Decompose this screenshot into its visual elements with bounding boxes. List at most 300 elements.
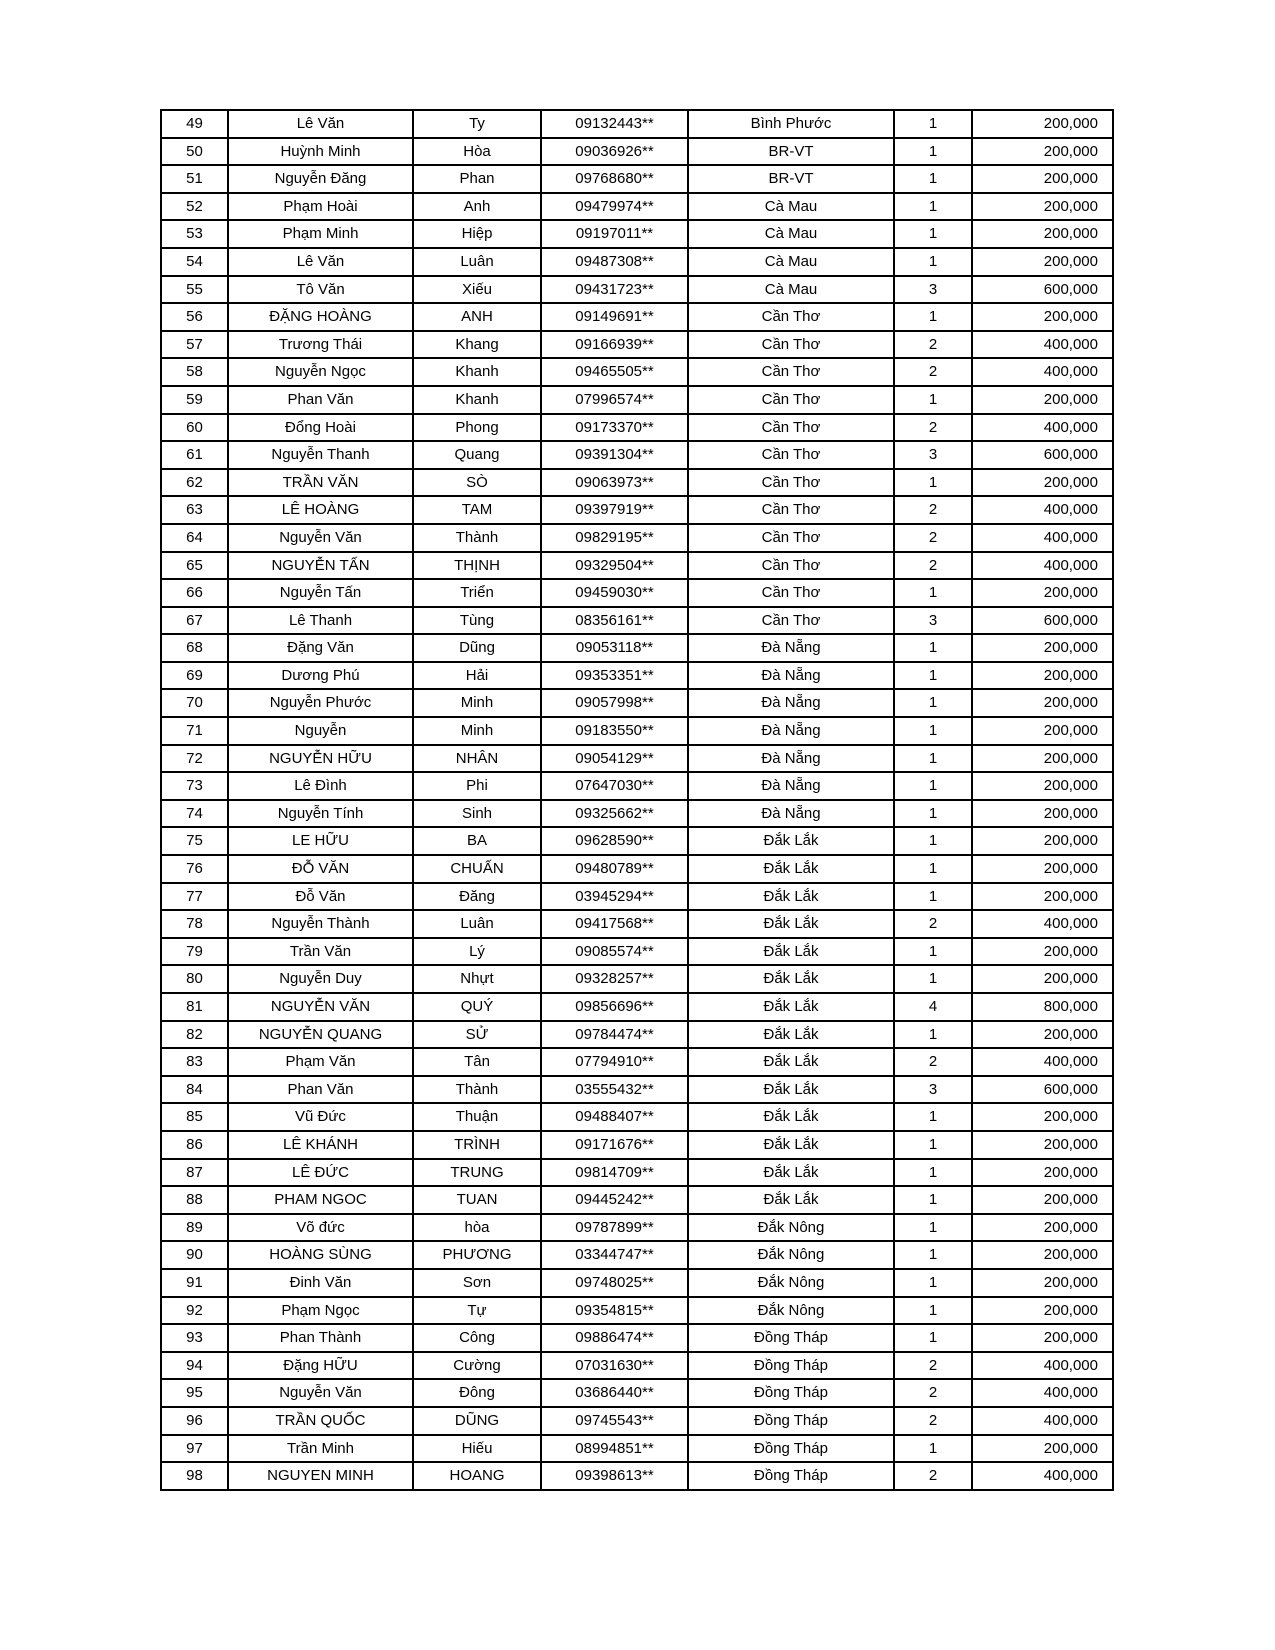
cell-quantity: 1 <box>894 193 972 221</box>
cell-surname: NGUYỄN TẤN <box>228 552 413 580</box>
cell-surname: Vũ Đức <box>228 1103 413 1131</box>
table-row <box>161 469 1113 497</box>
cell-phone_masked: 09063973** <box>541 469 688 497</box>
cell-phone_masked: 09784474** <box>541 1021 688 1049</box>
table-row <box>161 1269 1113 1297</box>
cell-quantity: 1 <box>894 1021 972 1049</box>
cell-given_name: Phi <box>413 772 541 800</box>
cell-surname: TRẦN QUỐC <box>228 1407 413 1435</box>
cell-province: Đà Nẵng <box>688 689 894 717</box>
table-row <box>161 414 1113 442</box>
cell-phone_masked: 08356161** <box>541 607 688 635</box>
table-row <box>161 717 1113 745</box>
cell-surname: TRẦN VĂN <box>228 469 413 497</box>
cell-phone_masked: 09787899** <box>541 1214 688 1242</box>
cell-amount: 200,000 <box>972 1241 1113 1269</box>
table-row <box>161 165 1113 193</box>
cell-phone_masked: 09036926** <box>541 138 688 166</box>
cell-amount: 200,000 <box>972 165 1113 193</box>
cell-no: 56 <box>161 303 228 331</box>
cell-quantity: 2 <box>894 1462 972 1490</box>
cell-surname: LÊ ĐỨC <box>228 1159 413 1187</box>
cell-phone_masked: 09398613** <box>541 1462 688 1490</box>
cell-no: 75 <box>161 827 228 855</box>
cell-amount: 200,000 <box>972 1159 1113 1187</box>
cell-amount: 600,000 <box>972 276 1113 304</box>
cell-surname: PHAM NGOC <box>228 1186 413 1214</box>
cell-province: Đà Nẵng <box>688 772 894 800</box>
cell-province: Đắk Lắk <box>688 1076 894 1104</box>
cell-no: 52 <box>161 193 228 221</box>
cell-phone_masked: 09459030** <box>541 579 688 607</box>
cell-no: 86 <box>161 1131 228 1159</box>
cell-quantity: 2 <box>894 524 972 552</box>
cell-phone_masked: 09768680** <box>541 165 688 193</box>
cell-phone_masked: 09886474** <box>541 1324 688 1352</box>
cell-phone_masked: 09628590** <box>541 827 688 855</box>
cell-given_name: DŨNG <box>413 1407 541 1435</box>
cell-amount: 200,000 <box>972 138 1113 166</box>
cell-given_name: HOANG <box>413 1462 541 1490</box>
cell-phone_masked: 09054129** <box>541 745 688 773</box>
cell-province: Bình Phước <box>688 110 894 138</box>
cell-phone_masked: 09487308** <box>541 248 688 276</box>
cell-no: 97 <box>161 1435 228 1463</box>
cell-quantity: 1 <box>894 855 972 883</box>
cell-no: 61 <box>161 441 228 469</box>
cell-amount: 600,000 <box>972 1076 1113 1104</box>
cell-quantity: 3 <box>894 276 972 304</box>
table-row <box>161 800 1113 828</box>
cell-phone_masked: 09417568** <box>541 910 688 938</box>
cell-given_name: Thuận <box>413 1103 541 1131</box>
cell-surname: Nguyễn Thanh <box>228 441 413 469</box>
cell-quantity: 2 <box>894 552 972 580</box>
cell-quantity: 1 <box>894 717 972 745</box>
cell-given_name: Minh <box>413 689 541 717</box>
cell-surname: Lê Đình <box>228 772 413 800</box>
cell-amount: 800,000 <box>972 993 1113 1021</box>
cell-surname: Đổng Hoài <box>228 414 413 442</box>
cell-no: 54 <box>161 248 228 276</box>
table-row <box>161 689 1113 717</box>
cell-quantity: 1 <box>894 1324 972 1352</box>
cell-no: 93 <box>161 1324 228 1352</box>
cell-province: Đắk Lắk <box>688 827 894 855</box>
cell-surname: Võ đức <box>228 1214 413 1242</box>
cell-given_name: CHUẤN <box>413 855 541 883</box>
cell-surname: Phạm Ngọc <box>228 1297 413 1325</box>
cell-no: 80 <box>161 965 228 993</box>
cell-quantity: 1 <box>894 827 972 855</box>
cell-quantity: 1 <box>894 469 972 497</box>
cell-phone_masked: 08994851** <box>541 1435 688 1463</box>
cell-province: BR-VT <box>688 165 894 193</box>
cell-no: 63 <box>161 496 228 524</box>
cell-no: 49 <box>161 110 228 138</box>
cell-no: 74 <box>161 800 228 828</box>
cell-amount: 200,000 <box>972 772 1113 800</box>
cell-given_name: Thành <box>413 524 541 552</box>
cell-no: 70 <box>161 689 228 717</box>
cell-quantity: 4 <box>894 993 972 1021</box>
cell-no: 95 <box>161 1379 228 1407</box>
cell-province: Cần Thơ <box>688 386 894 414</box>
table-row <box>161 441 1113 469</box>
cell-amount: 400,000 <box>972 414 1113 442</box>
cell-no: 50 <box>161 138 228 166</box>
cell-surname: Trần Văn <box>228 938 413 966</box>
cell-phone_masked: 07996574** <box>541 386 688 414</box>
cell-no: 71 <box>161 717 228 745</box>
cell-no: 67 <box>161 607 228 635</box>
cell-amount: 400,000 <box>972 910 1113 938</box>
cell-amount: 400,000 <box>972 496 1113 524</box>
table-row <box>161 138 1113 166</box>
cell-phone_masked: 07794910** <box>541 1048 688 1076</box>
cell-phone_masked: 09748025** <box>541 1269 688 1297</box>
cell-given_name: hòa <box>413 1214 541 1242</box>
cell-province: Đắk Lắk <box>688 965 894 993</box>
cell-amount: 200,000 <box>972 800 1113 828</box>
cell-given_name: SỬ <box>413 1021 541 1049</box>
cell-phone_masked: 09085574** <box>541 938 688 966</box>
cell-province: Đồng Tháp <box>688 1435 894 1463</box>
cell-province: Đắk Nông <box>688 1241 894 1269</box>
cell-province: Đắk Nông <box>688 1269 894 1297</box>
table-row <box>161 386 1113 414</box>
cell-quantity: 2 <box>894 496 972 524</box>
cell-given_name: Tự <box>413 1297 541 1325</box>
cell-no: 57 <box>161 331 228 359</box>
cell-province: Cần Thơ <box>688 579 894 607</box>
cell-province: Đắk Lắk <box>688 1048 894 1076</box>
cell-quantity: 1 <box>894 1241 972 1269</box>
cell-quantity: 1 <box>894 1297 972 1325</box>
cell-no: 72 <box>161 745 228 773</box>
cell-amount: 200,000 <box>972 1103 1113 1131</box>
cell-given_name: Triển <box>413 579 541 607</box>
cell-given_name: Đăng <box>413 883 541 911</box>
cell-no: 69 <box>161 662 228 690</box>
cell-no: 89 <box>161 1214 228 1242</box>
cell-surname: NGUYEN MINH <box>228 1462 413 1490</box>
cell-given_name: TUAN <box>413 1186 541 1214</box>
cell-given_name: TAM <box>413 496 541 524</box>
cell-amount: 200,000 <box>972 1186 1113 1214</box>
cell-quantity: 1 <box>894 938 972 966</box>
cell-province: Đắk Nông <box>688 1214 894 1242</box>
cell-no: 78 <box>161 910 228 938</box>
cell-province: Đà Nẵng <box>688 634 894 662</box>
cell-province: Cần Thơ <box>688 441 894 469</box>
cell-quantity: 1 <box>894 662 972 690</box>
cell-quantity: 2 <box>894 331 972 359</box>
cell-surname: HOÀNG SÙNG <box>228 1241 413 1269</box>
cell-amount: 400,000 <box>972 331 1113 359</box>
cell-no: 76 <box>161 855 228 883</box>
cell-surname: Trương Thái <box>228 331 413 359</box>
cell-province: Đắk Lắk <box>688 855 894 883</box>
cell-amount: 200,000 <box>972 827 1113 855</box>
cell-surname: Nguyễn Duy <box>228 965 413 993</box>
cell-phone_masked: 09745543** <box>541 1407 688 1435</box>
cell-amount: 200,000 <box>972 1435 1113 1463</box>
cell-province: Đắk Lắk <box>688 993 894 1021</box>
table-row <box>161 662 1113 690</box>
cell-no: 88 <box>161 1186 228 1214</box>
cell-province: Đồng Tháp <box>688 1324 894 1352</box>
cell-phone_masked: 09132443** <box>541 110 688 138</box>
cell-given_name: Luân <box>413 248 541 276</box>
cell-surname: Phạm Văn <box>228 1048 413 1076</box>
cell-no: 55 <box>161 276 228 304</box>
cell-quantity: 1 <box>894 634 972 662</box>
cell-province: Cà Mau <box>688 248 894 276</box>
cell-amount: 200,000 <box>972 469 1113 497</box>
cell-phone_masked: 09480789** <box>541 855 688 883</box>
cell-no: 66 <box>161 579 228 607</box>
cell-given_name: SÒ <box>413 469 541 497</box>
cell-quantity: 2 <box>894 1048 972 1076</box>
table-row <box>161 910 1113 938</box>
cell-surname: Nguyễn Tấn <box>228 579 413 607</box>
cell-quantity: 3 <box>894 441 972 469</box>
cell-province: Cần Thơ <box>688 496 894 524</box>
table-row <box>161 110 1113 138</box>
cell-amount: 200,000 <box>972 689 1113 717</box>
cell-phone_masked: 03344747** <box>541 1241 688 1269</box>
cell-surname: Đinh Văn <box>228 1269 413 1297</box>
cell-given_name: Khanh <box>413 386 541 414</box>
cell-quantity: 1 <box>894 579 972 607</box>
cell-quantity: 1 <box>894 745 972 773</box>
table-row <box>161 1048 1113 1076</box>
cell-province: Đắk Lắk <box>688 883 894 911</box>
cell-surname: ĐỖ VĂN <box>228 855 413 883</box>
table-row <box>161 1352 1113 1380</box>
cell-province: Đà Nẵng <box>688 800 894 828</box>
table-row <box>161 855 1113 883</box>
cell-no: 81 <box>161 993 228 1021</box>
cell-surname: Nguyễn Phước <box>228 689 413 717</box>
cell-given_name: Anh <box>413 193 541 221</box>
cell-given_name: PHƯƠNG <box>413 1241 541 1269</box>
table-row <box>161 634 1113 662</box>
cell-surname: NGUYỄN HỮU <box>228 745 413 773</box>
cell-surname: Tô Văn <box>228 276 413 304</box>
cell-phone_masked: 09431723** <box>541 276 688 304</box>
cell-quantity: 1 <box>894 1131 972 1159</box>
cell-quantity: 1 <box>894 689 972 717</box>
cell-no: 90 <box>161 1241 228 1269</box>
cell-amount: 600,000 <box>972 607 1113 635</box>
cell-province: Đắk Lắk <box>688 1131 894 1159</box>
cell-given_name: Đông <box>413 1379 541 1407</box>
cell-no: 53 <box>161 220 228 248</box>
table-row <box>161 220 1113 248</box>
cell-province: Cần Thơ <box>688 552 894 580</box>
cell-province: Cần Thơ <box>688 524 894 552</box>
cell-surname: NGUYỄN QUANG <box>228 1021 413 1049</box>
cell-quantity: 1 <box>894 165 972 193</box>
cell-province: Cần Thơ <box>688 331 894 359</box>
table-row <box>161 303 1113 331</box>
cell-phone_masked: 09445242** <box>541 1186 688 1214</box>
table-row <box>161 1379 1113 1407</box>
cell-phone_masked: 09183550** <box>541 717 688 745</box>
cell-given_name: Sơn <box>413 1269 541 1297</box>
cell-given_name: ANH <box>413 303 541 331</box>
cell-surname: Phạm Minh <box>228 220 413 248</box>
cell-quantity: 1 <box>894 1159 972 1187</box>
table-row <box>161 579 1113 607</box>
cell-surname: Lê Văn <box>228 110 413 138</box>
cell-quantity: 2 <box>894 1407 972 1435</box>
cell-amount: 200,000 <box>972 965 1113 993</box>
cell-province: Cần Thơ <box>688 469 894 497</box>
cell-province: Đồng Tháp <box>688 1352 894 1380</box>
cell-no: 98 <box>161 1462 228 1490</box>
cell-province: Đồng Tháp <box>688 1462 894 1490</box>
cell-phone_masked: 09328257** <box>541 965 688 993</box>
cell-no: 51 <box>161 165 228 193</box>
cell-quantity: 1 <box>894 965 972 993</box>
table-row <box>161 496 1113 524</box>
cell-given_name: THỊNH <box>413 552 541 580</box>
cell-phone_masked: 09171676** <box>541 1131 688 1159</box>
cell-surname: Lê Thanh <box>228 607 413 635</box>
cell-no: 64 <box>161 524 228 552</box>
cell-quantity: 2 <box>894 1352 972 1380</box>
cell-surname: Nguyễn Văn <box>228 524 413 552</box>
table-row <box>161 993 1113 1021</box>
table-row <box>161 331 1113 359</box>
cell-given_name: Khang <box>413 331 541 359</box>
cell-given_name: TRUNG <box>413 1159 541 1187</box>
cell-surname: Phạm Hoài <box>228 193 413 221</box>
cell-no: 85 <box>161 1103 228 1131</box>
cell-province: BR-VT <box>688 138 894 166</box>
table-row <box>161 248 1113 276</box>
cell-no: 79 <box>161 938 228 966</box>
cell-quantity: 1 <box>894 110 972 138</box>
cell-amount: 200,000 <box>972 634 1113 662</box>
cell-surname: Dương Phú <box>228 662 413 690</box>
cell-no: 91 <box>161 1269 228 1297</box>
cell-quantity: 1 <box>894 220 972 248</box>
winners-table <box>160 109 1114 1491</box>
cell-amount: 400,000 <box>972 1048 1113 1076</box>
cell-surname: Huỳnh Minh <box>228 138 413 166</box>
cell-given_name: Hải <box>413 662 541 690</box>
cell-given_name: Phong <box>413 414 541 442</box>
cell-phone_masked: 09325662** <box>541 800 688 828</box>
cell-amount: 200,000 <box>972 303 1113 331</box>
cell-given_name: Minh <box>413 717 541 745</box>
cell-phone_masked: 09465505** <box>541 358 688 386</box>
cell-given_name: NHÂN <box>413 745 541 773</box>
cell-given_name: Quang <box>413 441 541 469</box>
cell-given_name: Ty <box>413 110 541 138</box>
cell-province: Đắk Lắk <box>688 938 894 966</box>
cell-phone_masked: 03945294** <box>541 883 688 911</box>
cell-amount: 200,000 <box>972 717 1113 745</box>
table-row <box>161 1131 1113 1159</box>
cell-given_name: BA <box>413 827 541 855</box>
cell-given_name: TRÌNH <box>413 1131 541 1159</box>
cell-phone_masked: 03686440** <box>541 1379 688 1407</box>
cell-amount: 200,000 <box>972 193 1113 221</box>
cell-surname: NGUYỄN VĂN <box>228 993 413 1021</box>
table-row <box>161 1076 1113 1104</box>
cell-phone_masked: 09166939** <box>541 331 688 359</box>
cell-amount: 200,000 <box>972 938 1113 966</box>
cell-phone_masked: 09391304** <box>541 441 688 469</box>
cell-quantity: 2 <box>894 1379 972 1407</box>
table-row <box>161 827 1113 855</box>
cell-given_name: Xiếu <box>413 276 541 304</box>
cell-province: Cần Thơ <box>688 414 894 442</box>
cell-quantity: 1 <box>894 138 972 166</box>
cell-amount: 200,000 <box>972 745 1113 773</box>
cell-phone_masked: 07031630** <box>541 1352 688 1380</box>
cell-given_name: Cường <box>413 1352 541 1380</box>
table-row <box>161 1241 1113 1269</box>
cell-phone_masked: 09329504** <box>541 552 688 580</box>
cell-surname: Phan Thành <box>228 1324 413 1352</box>
cell-no: 84 <box>161 1076 228 1104</box>
cell-province: Đắk Lắk <box>688 910 894 938</box>
cell-province: Cần Thơ <box>688 303 894 331</box>
cell-amount: 600,000 <box>972 441 1113 469</box>
cell-phone_masked: 09354815** <box>541 1297 688 1325</box>
cell-no: 96 <box>161 1407 228 1435</box>
table-row <box>161 552 1113 580</box>
table-row <box>161 193 1113 221</box>
cell-quantity: 2 <box>894 414 972 442</box>
cell-quantity: 1 <box>894 772 972 800</box>
cell-phone_masked: 09856696** <box>541 993 688 1021</box>
cell-given_name: Sinh <box>413 800 541 828</box>
cell-amount: 200,000 <box>972 1214 1113 1242</box>
cell-phone_masked: 09829195** <box>541 524 688 552</box>
table-row <box>161 772 1113 800</box>
cell-no: 68 <box>161 634 228 662</box>
cell-given_name: Công <box>413 1324 541 1352</box>
cell-surname: Trần Minh <box>228 1435 413 1463</box>
table-row <box>161 1462 1113 1490</box>
cell-no: 59 <box>161 386 228 414</box>
cell-province: Đắk Lắk <box>688 1186 894 1214</box>
table-row <box>161 1186 1113 1214</box>
cell-phone_masked: 09353351** <box>541 662 688 690</box>
cell-given_name: Hiếu <box>413 1435 541 1463</box>
table-row <box>161 276 1113 304</box>
cell-amount: 200,000 <box>972 248 1113 276</box>
table-row <box>161 1021 1113 1049</box>
cell-amount: 200,000 <box>972 1131 1113 1159</box>
cell-surname: Lê Văn <box>228 248 413 276</box>
cell-phone_masked: 09479974** <box>541 193 688 221</box>
table-row <box>161 883 1113 911</box>
cell-province: Cà Mau <box>688 193 894 221</box>
cell-no: 87 <box>161 1159 228 1187</box>
table-row <box>161 965 1113 993</box>
cell-no: 58 <box>161 358 228 386</box>
cell-given_name: Lý <box>413 938 541 966</box>
cell-given_name: Tân <box>413 1048 541 1076</box>
